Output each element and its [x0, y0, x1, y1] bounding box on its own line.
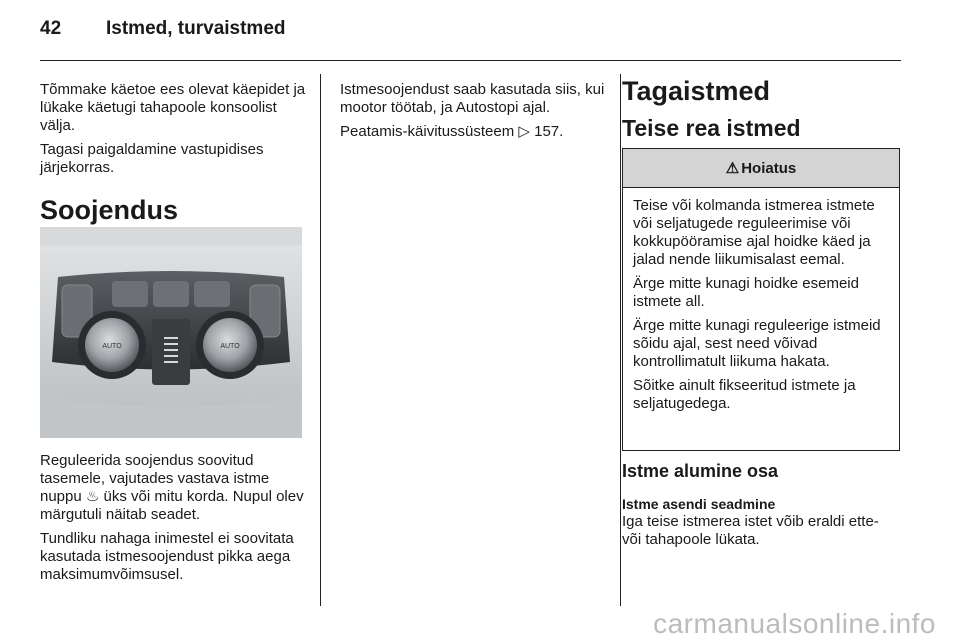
page-number: 42: [40, 18, 62, 39]
paragraph: Peatamis-käivitussüsteem ▷ 157.: [340, 123, 564, 140]
page-reference[interactable]: 157.: [534, 123, 564, 140]
warning-triangle-icon: ⚠: [725, 160, 740, 177]
climate-control-panel-photo: [40, 227, 302, 438]
paragraph: Reguleerida soojendus soovitud tasemele, vajutades vastava istme nuppu ♨ üks või mitu korda. Nupul olev märgutuli näitab seadet.: [40, 452, 304, 523]
subheading-istme-asendi-seadmine: Istme asendi seadmine: [622, 496, 776, 512]
section-heading-tagaistmed: Tagaistmed: [622, 76, 771, 106]
right-dial-label: AUTO: [220, 343, 240, 350]
warning-title: Hoiatus: [741, 159, 797, 177]
section-heading-soojendus: Soojendus: [40, 195, 179, 225]
column-3-lower: [622, 460, 902, 555]
column-1-lower: [40, 452, 305, 590]
header-rule: [40, 60, 901, 61]
warning-body: [609, 188, 899, 413]
warning-box: [622, 148, 900, 451]
paragraph: Iga teise istmerea istet võib eraldi ette- või tahapoole lükata.: [622, 513, 879, 548]
warning-paragraph: Ärge mitte kunagi hoidke esemeid istmete all.: [633, 275, 859, 310]
watermark: carmanualsonline.info: [653, 608, 936, 639]
column-3: [622, 76, 907, 141]
column-divider-1: [320, 74, 321, 606]
warning-paragraph: Teise või kolmanda istmerea istmete või seljatugede reguleerimise või kokkupööramise ajal hoidke käed ja jalad nende liikumisalast eemal.: [633, 197, 875, 268]
page-header: [40, 18, 286, 40]
column-2: [340, 81, 615, 147]
warning-paragraph: Ärge mitte kunagi reguleerige istmeid sõidu ajal, sest need võivad kontrollimatult liikuma hakata.: [633, 317, 881, 370]
paragraph: Tundliku nahaga inimestel ei soovitata kasutada istmesoojendust pikka aega maksimumvõimsusel.: [40, 530, 294, 583]
page-reference-arrow-icon: ▷: [518, 123, 530, 140]
page-title: Istmed, turvaistmed: [106, 18, 286, 39]
column-1: [40, 81, 310, 225]
seat-heat-icon: ♨: [85, 488, 100, 505]
warning-header: [623, 149, 899, 188]
paragraph: Istmesoojendust saab kasutada siis, kui mootor töötab, ja Autostopi ajal.: [340, 81, 605, 116]
paragraph: Tagasi paigaldamine vastupidises järjekorras.: [40, 141, 264, 176]
paragraph: Tõmmake käetoe ees olevat käepidet ja lükake käetugi tahapoole konsoolist välja.: [40, 81, 306, 134]
left-dial-label: AUTO: [102, 343, 122, 350]
warning-paragraph: Sõitke ainult fikseeritud istmete ja seljatugedega.: [633, 377, 856, 412]
subheading-istme-alumine-osa: Istme alumine osa: [622, 461, 779, 481]
subheading-teise-rea-istmed: Teise rea istmed: [622, 115, 801, 141]
